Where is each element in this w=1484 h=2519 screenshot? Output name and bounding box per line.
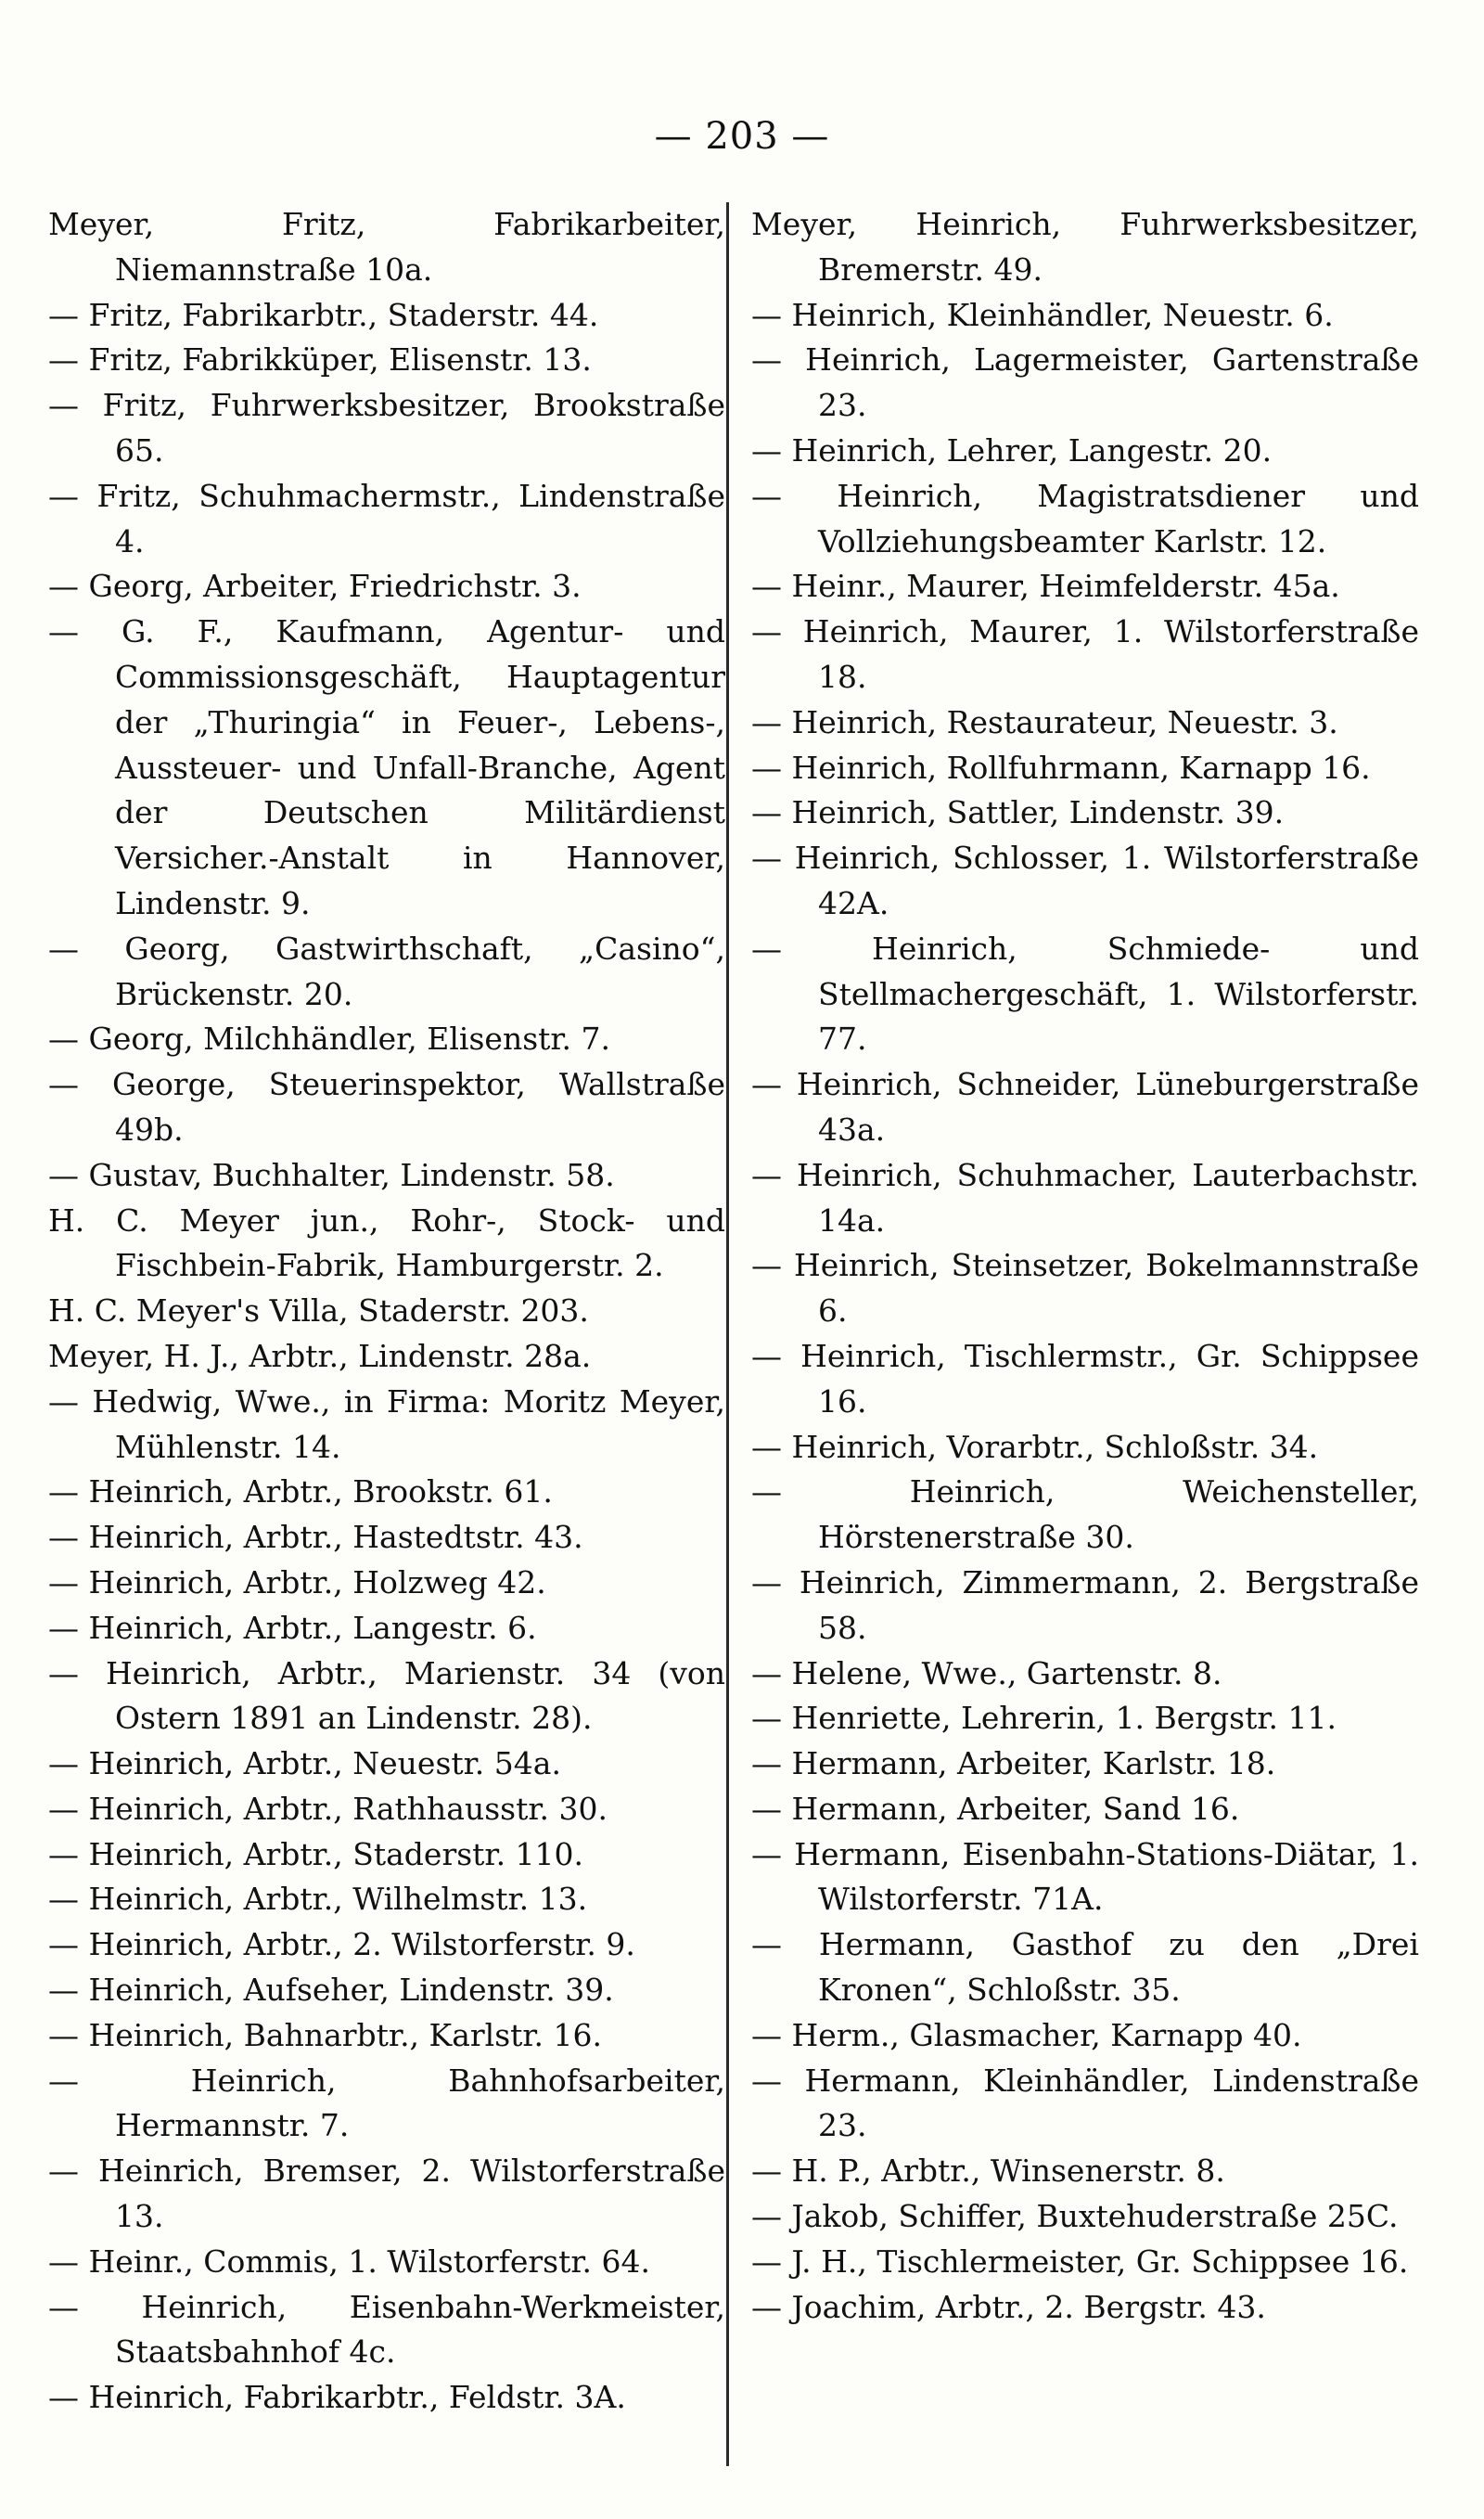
directory-entry: — Fritz, Fuhrwerksbesitzer, Brookstraße 65. xyxy=(48,387,725,469)
directory-entry: — Heinrich, Restaurateur, Neuestr. 3. xyxy=(751,703,1338,740)
directory-entry: — Heinrich, Schuhmacher, Lauterbachstr. 14a. xyxy=(751,1156,1419,1239)
directory-entry: — Hermann, Kleinhändler, Lindenstraße 23. xyxy=(751,2062,1419,2144)
directory-entry: — Heinr., Commis, 1. Wilstorferstr. 64. xyxy=(48,2243,650,2280)
directory-entry: — Heinrich, Rollfuhrmann, Karnapp 16. xyxy=(751,749,1371,786)
directory-entry: — Heinrich, Magistratsdiener und Vollziehungsbeamter Karlstr. 12. xyxy=(751,477,1419,559)
directory-entry: — Heinrich, Bahnhofsarbeiter, Hermannstr. 7. xyxy=(48,2062,725,2144)
directory-entry: Meyer, Heinrich, Fuhrwerksbesitzer, Bremerstr. 49. xyxy=(751,206,1419,288)
directory-entry: — Heinrich, Arbtr., Wilhelmstr. 13. xyxy=(48,1881,588,1918)
directory-entry: — Georg, Milchhändler, Elisenstr. 7. xyxy=(48,1021,611,1058)
directory-entry: — Heinrich, Kleinhändler, Neuestr. 6. xyxy=(751,296,1334,333)
directory-entry: — Heinrich, Arbtr., Staderstr. 110. xyxy=(48,1835,584,1872)
directory-entry: — Heinrich, Arbtr., 2. Wilstorferstr. 9. xyxy=(48,1926,635,1963)
directory-entry: — Heinrich, Bahnarbtr., Karlstr. 16. xyxy=(48,2016,602,2053)
left-column xyxy=(48,202,725,2421)
directory-entry: Meyer, Fritz, Fabrikarbeiter, Niemannstraße 10a. xyxy=(48,206,725,288)
column-divider xyxy=(726,202,729,2466)
directory-entry: — Jakob, Schiffer, Buxtehuderstraße 25C. xyxy=(751,2198,1399,2235)
directory-entry: — Heinrich, Fabrikarbtr., Feldstr. 3A. xyxy=(48,2379,626,2416)
directory-entry: — Heinrich, Arbtr., Rathhausstr. 30. xyxy=(48,1790,608,1827)
directory-entry: — Hermann, Arbeiter, Sand 16. xyxy=(751,1790,1240,1827)
directory-entry: — Hedwig, Wwe., in Firma: Moritz Meyer, Mühlenstr. 14. xyxy=(48,1382,725,1465)
directory-entry: — Heinrich, Arbtr., Hastedtstr. 43. xyxy=(48,1519,583,1556)
directory-entry: — Hermann, Gasthof zu den „Drei Kronen“, Schloßstr. 35. xyxy=(751,1926,1419,2009)
directory-entry: — Herm., Glasmacher, Karnapp 40. xyxy=(751,2016,1302,2053)
directory-entry: — Heinrich, Arbtr., Brookstr. 61. xyxy=(48,1473,553,1510)
directory-entry: — Georg, Arbeiter, Friedrichstr. 3. xyxy=(48,568,582,605)
directory-entry: — Heinr., Maurer, Heimfelderstr. 45a. xyxy=(751,568,1340,605)
directory-entry: — Heinrich, Schmiede- und Stellmachergeschäft, 1. Wilstorferstr. 77. xyxy=(751,930,1419,1058)
directory-entry: H. C. Meyer's Villa, Staderstr. 203. xyxy=(48,1292,589,1330)
directory-entry: — Heinrich, Arbtr., Marienstr. 34 (von Ostern 1891 an Lindenstr. 28). xyxy=(48,1654,725,1737)
directory-entry: — Heinrich, Steinsetzer, Bokelmannstraße 6. xyxy=(751,1247,1419,1330)
right-column xyxy=(751,202,1419,2330)
directory-entry: — Heinrich, Tischlermstr., Gr. Schippsee 16. xyxy=(751,1337,1419,1420)
directory-entry: — J. H., Tischlermeister, Gr. Schippsee 16. xyxy=(751,2243,1409,2280)
directory-entry: H. C. Meyer jun., Rohr-, Stock- und Fischbein-Fabrik, Hamburgerstr. 2. xyxy=(48,1202,725,1284)
directory-entry: — Heinrich, Arbtr., Neuestr. 54a. xyxy=(48,1745,561,1782)
directory-entry: Meyer, H. J., Arbtr., Lindenstr. 28a. xyxy=(48,1337,592,1374)
directory-entry: — Heinrich, Arbtr., Langestr. 6. xyxy=(48,1609,537,1646)
directory-entry: — Hermann, Arbeiter, Karlstr. 18. xyxy=(751,1745,1276,1782)
directory-entry: — Fritz, Fabrikarbtr., Staderstr. 44. xyxy=(48,296,599,333)
directory-entry: — Heinrich, Arbtr., Holzweg 42. xyxy=(48,1563,546,1600)
directory-entry: — Heinrich, Lehrer, Langestr. 20. xyxy=(751,431,1273,469)
directory-entry: — Heinrich, Weichensteller, Hörstenerstraße 30. xyxy=(751,1473,1419,1556)
directory-entry: — Henriette, Lehrerin, 1. Bergstr. 11. xyxy=(751,1700,1337,1737)
directory-entry: — Heinrich, Schlosser, 1. Wilstorferstraße 42A. xyxy=(751,840,1419,921)
directory-entry: — Heinrich, Bremser, 2. Wilstorferstraße 13. xyxy=(48,2153,725,2235)
page-number: — 203 — xyxy=(654,115,830,158)
directory-entry: — Georg, Gastwirthschaft, „Casino“, Brückenstr. 20. xyxy=(48,930,725,1012)
directory-entry: — Joachim, Arbtr., 2. Bergstr. 43. xyxy=(751,2288,1266,2325)
directory-entry: — Heinrich, Zimmermann, 2. Bergstraße 58. xyxy=(751,1563,1419,1646)
directory-entry: — Fritz, Schuhmachermstr., Lindenstraße 4. xyxy=(48,477,725,559)
directory-entry: — Heinrich, Aufseher, Lindenstr. 39. xyxy=(48,1972,614,2009)
directory-entry: — H. P., Arbtr., Winsenerstr. 8. xyxy=(751,2153,1225,2190)
directory-entry: — Heinrich, Vorarbtr., Schloßstr. 34. xyxy=(751,1428,1319,1465)
directory-entry: — Heinrich, Lagermeister, Gartenstraße 23. xyxy=(751,341,1419,424)
directory-entry: — Heinrich, Schneider, Lüneburgerstraße 43a. xyxy=(751,1066,1419,1148)
directory-entry: — Gustav, Buchhalter, Lindenstr. 58. xyxy=(48,1156,615,1193)
directory-entry: — Heinrich, Maurer, 1. Wilstorferstraße 18. xyxy=(751,613,1419,695)
directory-entry: — Hermann, Eisenbahn-Stations-Diätar, 1. Wilstorferstr. 71A. xyxy=(751,1835,1419,1918)
directory-entry: — Helene, Wwe., Gartenstr. 8. xyxy=(751,1654,1222,1691)
directory-entry: — Heinrich, Sattler, Lindenstr. 39. xyxy=(751,794,1285,831)
directory-entry: — George, Steuerinspektor, Wallstraße 49b. xyxy=(48,1066,725,1148)
directory-entry: — G. F., Kaufmann, Agentur- und Commissionsgeschäft, Hauptagentur der „Thuringia“ in Feuer-, Lebens-, Aussteuer- und Unfall-Branche, Agent der Deutschen Militärdienst Versicher.-Anstalt in Hannover, Lindenstr. 9. xyxy=(48,613,725,921)
directory-entry: — Fritz, Fabrikküper, Elisenstr. 13. xyxy=(48,341,592,379)
directory-entry: — Heinrich, Eisenbahn-Werkmeister, Staatsbahnhof 4c. xyxy=(48,2288,725,2371)
